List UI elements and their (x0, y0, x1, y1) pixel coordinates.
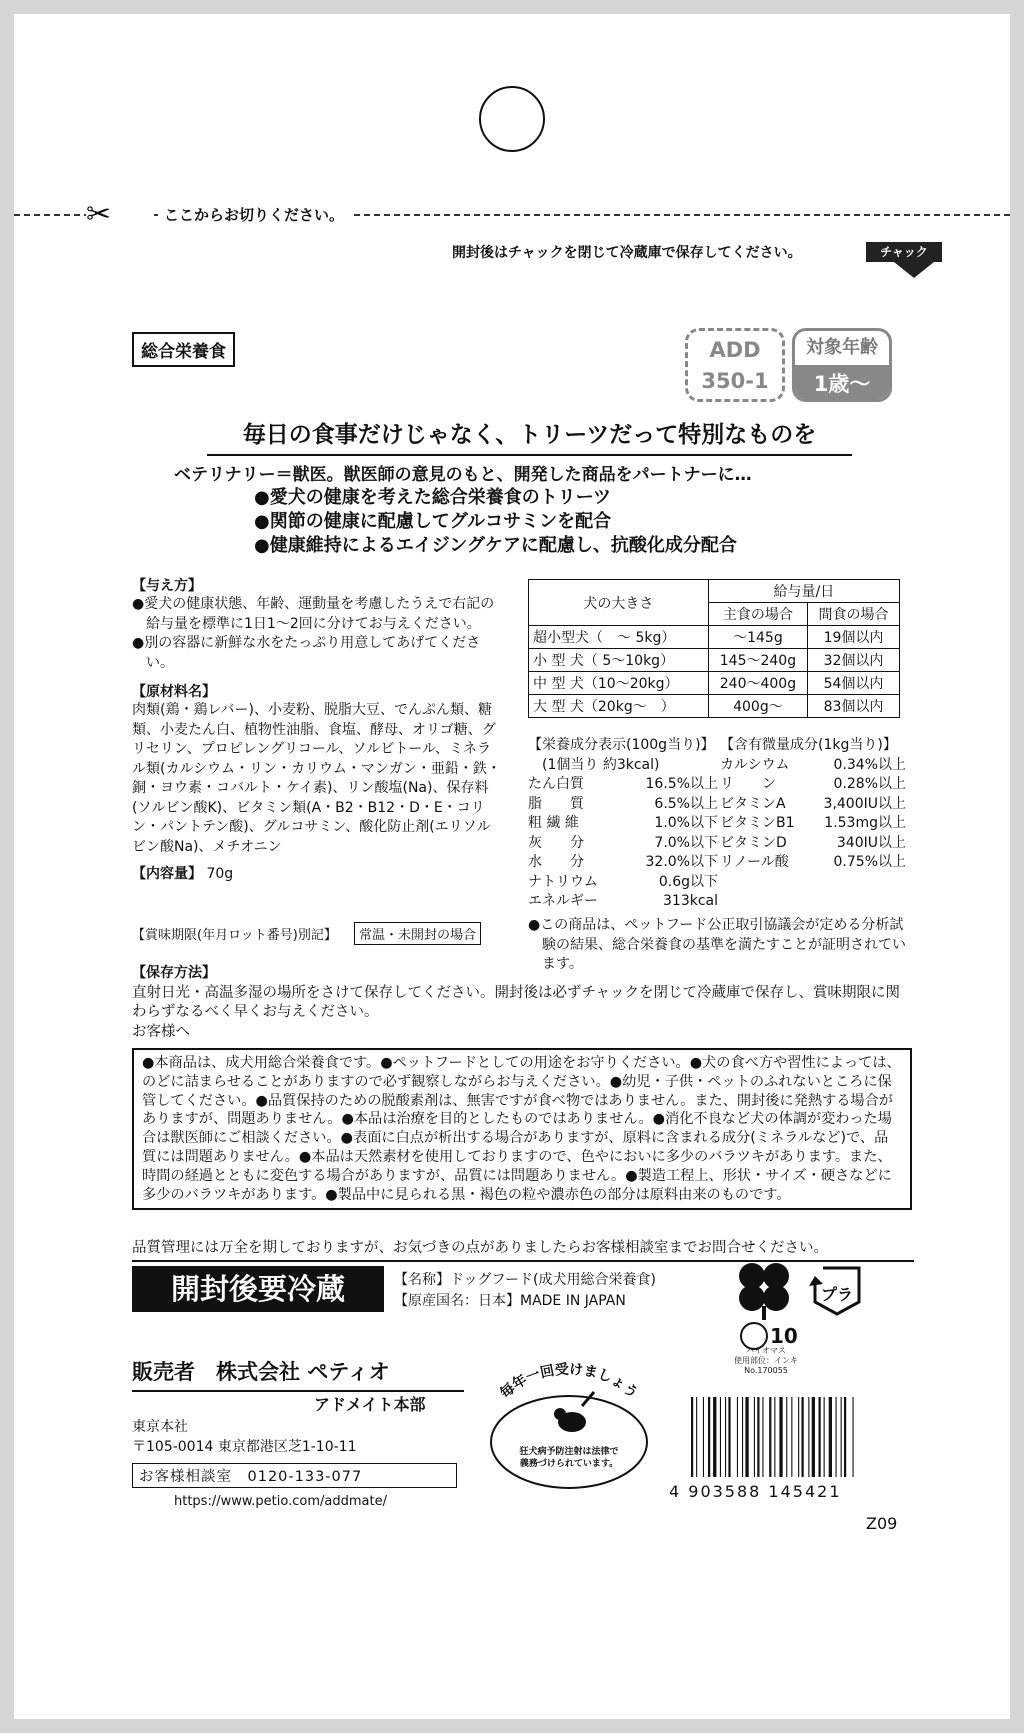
nutrient-name: エネルギー (528, 893, 598, 909)
table-cell-snack: 83個以内 (808, 695, 900, 718)
table-cell-main: 240〜400g (708, 672, 807, 695)
barcode-bar (762, 1397, 763, 1477)
barcode-bar (745, 1397, 748, 1477)
office-name: 東京本社 (132, 1419, 188, 1435)
add-badge-line1: ADD (709, 338, 761, 362)
trace-value: 3,400IU以上 (823, 795, 906, 812)
barcode-bar (819, 1397, 821, 1477)
nutrient-value: 313kcal (663, 893, 718, 909)
trace-name: ビタミンB1 (720, 815, 795, 831)
table-cell-snack: 32個以内 (808, 649, 900, 672)
table-cell-snack: 54個以内 (808, 672, 900, 695)
barcode-bar (844, 1397, 846, 1477)
vaccine-line2: 義務づけられています。 (519, 1459, 619, 1469)
nutrient-value: 7.0%以下 (654, 834, 718, 851)
barcode-bar (696, 1397, 697, 1477)
hang-hole (479, 86, 545, 152)
feeding-item: ●愛犬の健康状態、年齢、運動量を考慮したうえで右記の給与量を標準に1日1〜2回に分けてお与えください。 (132, 596, 495, 632)
quality-note: 品質管理には万全を期しておりますが、お気づきの点がありましたらお客様相談室までお問合せください。 (132, 1236, 914, 1262)
nutrition-subtitle: (1個当り 約3kcal) (542, 756, 660, 773)
biomass-number: 10 (770, 1324, 798, 1348)
nutrient-value: 6.5%以上 (654, 795, 718, 812)
vaccine-line1: 狂犬病予防注射は法律で (519, 1447, 619, 1457)
feeding-title: 【与え方】 (132, 578, 202, 594)
nutrition-title: 【栄養成分表示(100g当り)】 (528, 737, 715, 753)
product-info (394, 1270, 656, 1312)
feeding-table (528, 579, 900, 718)
trace-title: 【含有微量成分(1kg当り)】 (720, 737, 897, 753)
certification-note: ●この商品は、ペットフード公正取引協議会が定める分析試験の結果、総合栄養食の基準を満たすことが証明されています。 (528, 917, 906, 972)
content-label: 【内容量】 (132, 866, 202, 882)
nutrition-panel (528, 736, 718, 912)
barcode-bar (829, 1397, 832, 1477)
trace-name: ビタミンA (720, 795, 786, 812)
biomass-line: 使用部位：インキ (734, 1356, 798, 1365)
barcode-bar (853, 1397, 854, 1477)
barcode-bar (808, 1397, 809, 1477)
ingredients-text: 肉類(鶏・鶏レバー)、小麦粉、脱脂大豆、でんぷん類、糖類、小麦たん白、植物性油脂、食塩、酵母、オリゴ糖、グリセリン、プロピレングリコール、ソルビトール、ミネラル類(カルシウム・リン・カリウム・マンガン・亜鉛・鉄・銅・ヨウ素・コバルト・ケイ素)、リン酸塩(Na)、保存料(ソルビン酸K)、ビタミン類(A・B2・B12・D・E・コリン・パントテン酸)、グルコサミン、酸化防止剤(エリソルビン酸Na)、メチオニン (132, 702, 501, 855)
table-header-amount: 給与量/日 (708, 580, 899, 603)
arrow-down-icon (894, 262, 934, 278)
barcode-bar (774, 1397, 775, 1477)
barcode-bar (841, 1397, 842, 1477)
barcode-bar (786, 1397, 787, 1477)
product-origin: 【原産国名：日本】MADE IN JAPAN (394, 1293, 626, 1309)
nutrient-name: 灰 分 (528, 834, 584, 851)
barcode-bar (836, 1397, 837, 1477)
trace-row (720, 775, 906, 795)
trace-name: ビタミンD (720, 834, 787, 851)
expiry-condition: 常温・未開封の場合 (354, 922, 481, 945)
warnings-box: ●本商品は、成犬用総合栄養食です。●ペットフードとしての用途をお守りください。●犬の食べ方や習性によっては、のどに詰まらせることがありますので必ず観察しながらお与えください。●幼児・子供・ペットのふれないところに保管してください。●品質保持のための脱酸素剤は、無害ですが食べ物ではありません。また、開封後に発熱する場合がありますが、問題ありません。●本品は治療を目的としたものではありません。●消化不良など犬の体調が変わった場合は獣医師にご相談ください。●表面に白点が析出する場合がありますが、原料に含まれる成分(ミネラルなど)で、品質には問題ありません。●本品は天然素材を使用しておりますので、色やにおいに多少のバラツキがあります。また、時間の経過とともに変色する場合がありますが、品質には問題ありません。●製造工程上、形状・サイズ・硬さなどに多少のバラツキがあります。●製品中に見られる黒・褐色の粒や濃赤色の部分は原料由来のものです。 (132, 1048, 912, 1210)
left-column (132, 575, 502, 893)
barcode (689, 1397, 899, 1477)
table-cell-main: 400g〜 (708, 695, 807, 718)
barcode-number: 4 903588 145421 (669, 1482, 842, 1501)
table-row (529, 672, 900, 695)
trace-row (720, 853, 906, 873)
storage-title: 【保存方法】 (132, 965, 216, 981)
barcode-bar (742, 1397, 743, 1477)
age-badge (792, 328, 892, 402)
seller-address (132, 1418, 357, 1457)
add-badge (685, 328, 785, 402)
trace-value: 1.53mg以上 (824, 815, 906, 831)
trace-row (720, 834, 906, 854)
content-value: 70g (206, 866, 234, 882)
table-header-snack: 間食の場合 (808, 603, 900, 626)
nutrient-name: ナトリウム (528, 873, 598, 890)
barcode-bar (708, 1397, 710, 1477)
feature-list (254, 486, 737, 558)
barcode-bar (812, 1397, 815, 1477)
ingredients-title: 【原材料名】 (132, 684, 216, 700)
product-name: 【名称】ドッグフード(成犬用総合栄養食) (394, 1272, 656, 1288)
nutrient-name: 粗 繊 維 (528, 815, 579, 831)
vaccine-arc-text: 毎年一回受けましょう (497, 1362, 641, 1402)
table-cell-snack: 19個以内 (808, 626, 900, 649)
barcode-bar (703, 1397, 704, 1477)
nutrient-value: 32.0%以下 (645, 854, 718, 870)
feature-item: ●愛犬の健康を考えた総合栄養食のトリーツ (254, 487, 611, 508)
nutrition-row (528, 775, 718, 795)
table-cell-main: 145〜240g (708, 649, 807, 672)
trace-name: カルシウム (720, 756, 790, 773)
feeding-item: ●別の容器に新鮮な水をたっぷり用意してあげてください。 (132, 635, 481, 671)
age-badge-bottom: 1歳〜 (795, 365, 889, 402)
trace-name: リ ン (720, 776, 776, 792)
trace-value: 340IU以上 (836, 834, 906, 851)
biomass-line: バイオマス (746, 1346, 786, 1355)
category-label: 総合栄養食 (132, 332, 235, 367)
plastic-recycle-icon (809, 1262, 865, 1320)
nutrition-row (528, 814, 718, 834)
table-cell-size: 大 型 犬（20kg〜 ） (529, 695, 709, 718)
package-back (14, 14, 1010, 1719)
expiry-label: 【賞味期限(年月ロット番号)別記】 (132, 928, 337, 943)
barcode-bar (779, 1397, 782, 1477)
trace-row (720, 795, 906, 815)
scissors-icon: ✂ (86, 200, 152, 230)
barcode-bar (769, 1397, 771, 1477)
trace-value: 0.75%以上 (833, 854, 906, 870)
customer-service-phone: お客様相談室 0120-133-077 (132, 1463, 457, 1488)
nutrient-value: 16.5%以上 (645, 776, 718, 792)
age-badge-top: 対象年齢 (806, 337, 878, 358)
biomass-line: No.170055 (744, 1366, 788, 1375)
zip-note: 開封後はチャックを閉じて冷蔵庫で保存してください。 (452, 245, 802, 261)
barcode-bar (728, 1397, 730, 1477)
cut-instruction: ここからお切りください。 (158, 204, 350, 225)
subheadline: ベテリナリー＝獣医。獣医師の意見のもと、開発した商品をパートナーに… (174, 465, 752, 485)
barcode-bar (691, 1397, 693, 1477)
add-badge-line2: 350-1 (701, 369, 769, 393)
table-cell-size: 超小型犬（ 〜 5kg） (529, 626, 709, 649)
seller-name: 販売者 株式会社 ペティオ (132, 1356, 464, 1392)
trace-row (720, 814, 906, 834)
storage-section (132, 964, 912, 1042)
biomass-text (726, 1346, 806, 1376)
nutrition-row (528, 795, 718, 815)
storage-text: 直射日光・高温多湿の場所をさけて保存してください。開封後は必ずチャックを閉じて冷蔵庫で保存し、賞味期限に関わらずなるべく早くお与えください。 (132, 984, 901, 1020)
website-url: https://www.petio.com/addmate/ (174, 1494, 387, 1509)
zip-tag: チャック (866, 242, 942, 262)
nutrition-row (528, 873, 718, 893)
rabies-vaccine-notice (474, 1362, 664, 1492)
table-row (529, 626, 900, 649)
nutrient-name: 脂 質 (528, 795, 584, 812)
trace-panel (720, 736, 906, 873)
plastic-label: プラ (820, 1285, 854, 1304)
seller-branch: アドメイト本部 (314, 1395, 426, 1414)
trace-name: リノール酸 (720, 854, 789, 870)
feature-item: ●関節の健康に配慮してグルコサミンを配合 (254, 511, 612, 532)
barcode-bar (824, 1397, 825, 1477)
nutrient-name: たん白質 (528, 776, 584, 792)
nutrient-value: 1.0%以下 (654, 815, 718, 831)
product-code: Z09 (866, 1514, 898, 1533)
table-header-size: 犬の大きさ (529, 580, 709, 626)
nutrient-value: 0.6g以下 (658, 873, 718, 890)
postal-address: 〒105-0014 東京都港区芝1-10-11 (132, 1438, 357, 1455)
barcode-bar (725, 1397, 726, 1477)
nutrition-row (528, 892, 718, 912)
refrigerate-label: 開封後要冷蔵 (132, 1266, 384, 1312)
barcode-bar (754, 1397, 755, 1477)
barcode-bar (802, 1397, 804, 1477)
barcode-bar (737, 1397, 738, 1477)
barcode-bar (757, 1397, 759, 1477)
barcode-bar (713, 1397, 716, 1477)
table-cell-size: 小 型 犬（ 5〜10kg） (529, 649, 709, 672)
table-row (529, 649, 900, 672)
barcode-bar (791, 1397, 792, 1477)
table-cell-main: 〜145g (708, 626, 807, 649)
barcode-bar (720, 1397, 721, 1477)
table-header-main: 主食の場合 (708, 603, 807, 626)
barcode-bar (798, 1397, 799, 1477)
trace-value: 0.34%以上 (833, 756, 906, 773)
customer-heading: お客様へ (132, 1023, 190, 1040)
table-cell-size: 中 型 犬（10〜20kg） (529, 672, 709, 695)
trace-value: 0.28%以上 (833, 776, 906, 792)
nutrition-row (528, 853, 718, 873)
table-row (529, 695, 900, 718)
nutrition-row (528, 834, 718, 854)
trace-row (720, 756, 906, 776)
feature-item: ●健康維持によるエイジングケアに配慮し、抗酸化成分配合 (254, 535, 737, 556)
headline: 毎日の食事だけじゃなく、トリーツだって特別なものを (207, 416, 852, 456)
nutrient-name: 水 分 (528, 854, 584, 870)
